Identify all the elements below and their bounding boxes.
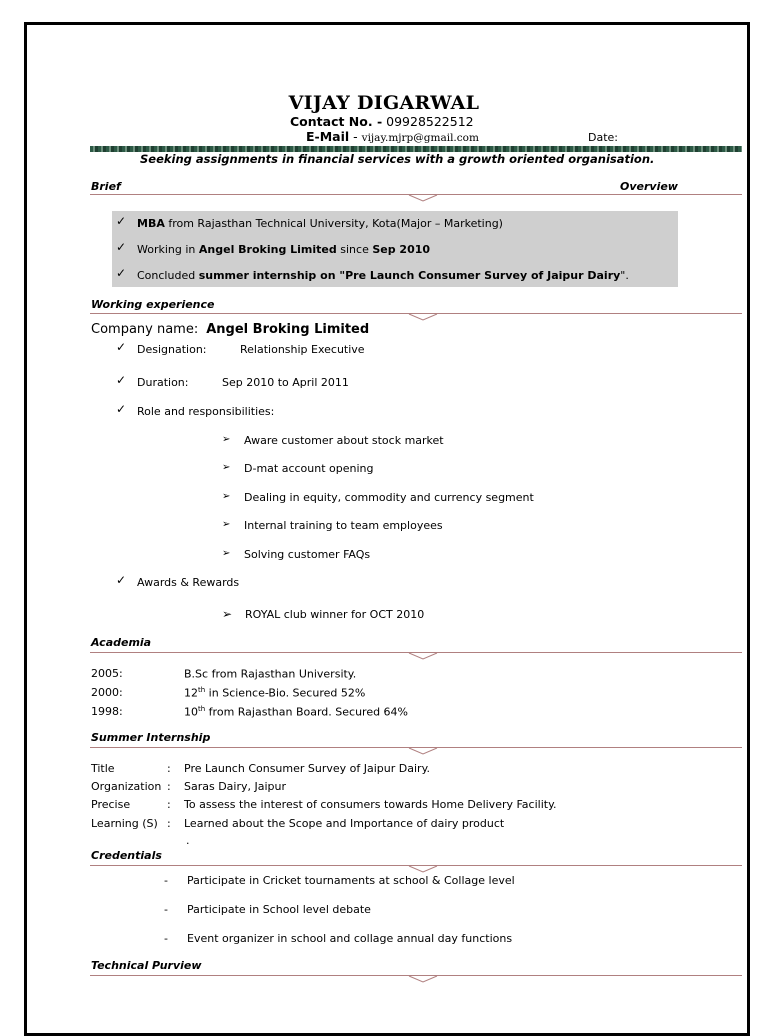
role-item: Dealing in equity, commodity and currency segment — [244, 491, 534, 504]
email-address: vijay.mjrp@gmail.com — [361, 132, 479, 144]
internship-value: Learned about the Scope and Importance of dairy product — [184, 817, 505, 830]
company-line — [91, 322, 369, 337]
internship-value: To assess the interest of consumers towards Home Delivery Facility. — [184, 798, 557, 811]
check-icon: ✓ — [116, 340, 127, 354]
section-credentials: Credentials — [91, 849, 162, 862]
internship-separator: : — [167, 817, 171, 830]
academia-year: 2000: — [91, 686, 123, 699]
email-label: E-Mail — [306, 129, 350, 144]
arrow-bullet-icon: ➢ — [222, 462, 231, 473]
academia-detail: 12th in Science-Bio. Secured 52% — [184, 686, 366, 700]
highlight-item: Working in Angel Broking Limited since Sep 2010 — [137, 243, 431, 256]
rule-notch-icon — [408, 747, 438, 755]
rule-notch-icon — [408, 975, 438, 983]
contact-line — [290, 114, 474, 129]
credential-item: Participate in School level debate — [187, 903, 371, 916]
section-working-experience: Working experience — [91, 298, 215, 311]
arrow-bullet-icon: ➢ — [222, 434, 231, 445]
company-label: Company name: — [91, 322, 199, 337]
check-icon: ✓ — [116, 373, 127, 387]
highlight-item: MBA from Rajasthan Technical University, Kota(Major – Marketing) — [137, 217, 503, 230]
candidate-name: VIJAY DIGARWAL — [288, 92, 480, 114]
academia-year: 2005: — [91, 667, 123, 680]
internship-separator: : — [167, 780, 171, 793]
contact-label: Contact No. - — [290, 114, 383, 129]
internship-label: Precise — [91, 798, 131, 811]
rule-notch-icon — [408, 313, 438, 321]
dash-bullet: - — [164, 903, 168, 916]
check-icon: ✓ — [116, 573, 127, 587]
section-summer-internship: Summer Internship — [91, 731, 211, 744]
date-label: Date: — [588, 131, 618, 144]
internship-label: Learning (S) — [91, 817, 158, 830]
internship-separator: : — [167, 798, 171, 811]
email-line — [306, 129, 479, 144]
role-label: Role and responsibilities: — [137, 405, 275, 418]
arrow-bullet-icon: ➢ — [222, 548, 231, 559]
role-item: Internal training to team employees — [244, 519, 443, 532]
role-item: Aware customer about stock market — [244, 434, 444, 447]
internship-label: Organization — [91, 780, 162, 793]
arrow-bullet-icon: ➢ — [222, 491, 231, 502]
award-item: ROYAL club winner for OCT 2010 — [245, 608, 425, 621]
arrow-bullet-icon: ➢ — [222, 519, 231, 530]
internship-value: Pre Launch Consumer Survey of Jaipur Dairy. — [184, 762, 431, 775]
designation-value: Relationship Executive — [240, 343, 365, 356]
section-technical-purview: Technical Purview — [91, 959, 202, 972]
role-item: Solving customer FAQs — [244, 548, 371, 561]
duration-value: Sep 2010 to April 2011 — [222, 376, 349, 389]
arrow-bullet-icon: ➢ — [222, 607, 233, 621]
objective: Seeking assignments in financial services with a growth oriented organisation. — [140, 152, 655, 166]
check-icon: ✓ — [116, 240, 127, 254]
designation-label: Designation: — [137, 343, 207, 356]
check-icon: ✓ — [116, 402, 127, 416]
academia-year: 1998: — [91, 705, 123, 718]
section-brief: Brief — [91, 180, 121, 193]
credential-item: Participate in Cricket tournaments at school & Collage level — [187, 874, 515, 887]
role-item: D-mat account opening — [244, 462, 374, 475]
email-separator: - — [349, 129, 362, 144]
trailing-dot: . — [186, 834, 190, 847]
dash-bullet: - — [164, 874, 168, 887]
rule-notch-icon — [408, 652, 438, 660]
duration-label: Duration: — [137, 376, 189, 389]
check-icon: ✓ — [116, 266, 127, 280]
section-academia: Academia — [91, 636, 152, 649]
highlight-item: Concluded summer internship on "Pre Launch Consumer Survey of Jaipur Dairy". — [137, 269, 629, 282]
section-overview: Overview — [620, 180, 678, 193]
rule-notch-icon — [408, 194, 438, 202]
academia-detail: 10th from Rajasthan Board. Secured 64% — [184, 705, 409, 719]
company-value: Angel Broking Limited — [206, 322, 370, 337]
internship-separator: : — [167, 762, 171, 775]
check-icon: ✓ — [116, 214, 127, 228]
dash-bullet: - — [164, 932, 168, 945]
internship-value: Saras Dairy, Jaipur — [184, 780, 287, 793]
contact-number: 09928522512 — [386, 114, 474, 129]
rule-notch-icon — [408, 865, 438, 873]
credential-item: Event organizer in school and collage annual day functions — [187, 932, 513, 945]
academia-detail: B.Sc from Rajasthan University. — [184, 667, 357, 681]
internship-label: Title — [91, 762, 115, 775]
awards-label: Awards & Rewards — [137, 576, 240, 589]
